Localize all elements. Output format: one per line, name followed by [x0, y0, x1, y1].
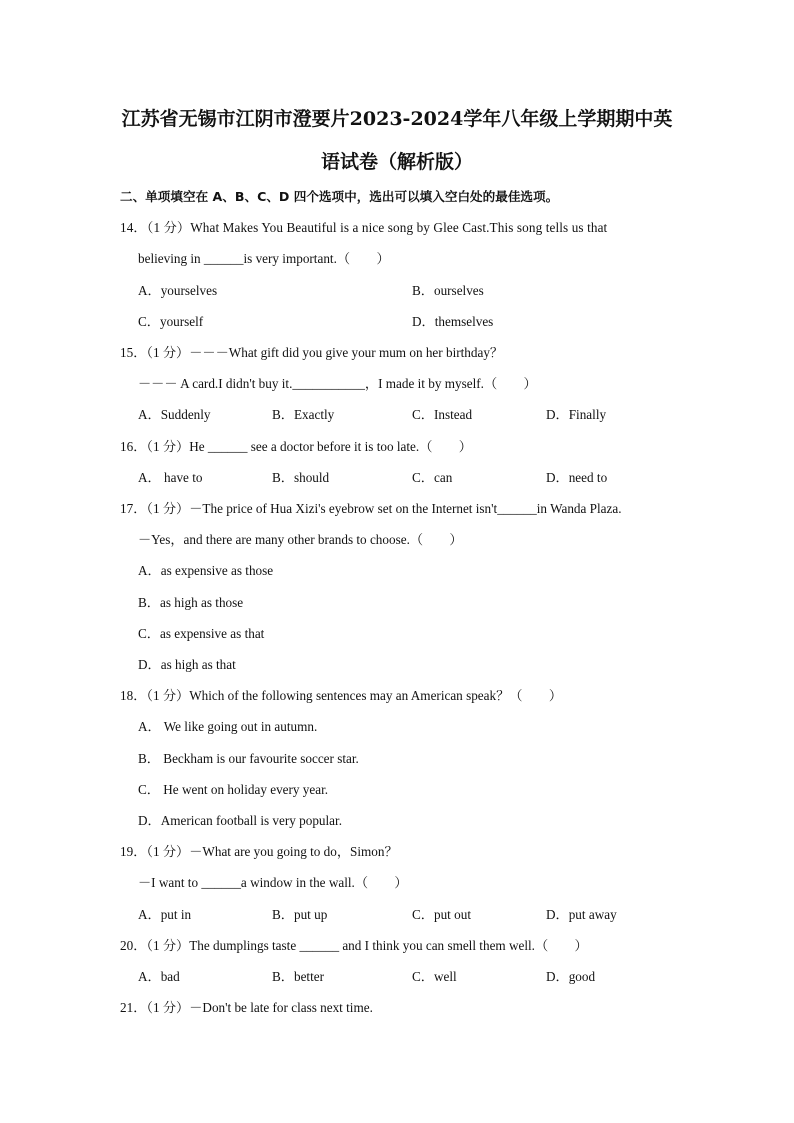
question-20-option-c[interactable]: C．well — [412, 969, 457, 984]
question-15-option-c[interactable]: C．Instead — [412, 407, 473, 422]
question-16-option-c[interactable]: C．can — [412, 470, 453, 485]
question-17-line-2: －Yes，and there are many other brands to choose.（ ） — [138, 532, 463, 547]
question-20-line-1: 20．（1 分）The dumplings taste ______ and I think you can smell them well.（ ） — [120, 938, 588, 953]
question-20-option-a[interactable]: A．bad — [138, 969, 180, 984]
question-16-option-d[interactable]: D．need to — [546, 470, 608, 485]
question-16-line-1: 16．（1 分）He ______ see a doctor before it is too late.（ ） — [120, 439, 472, 454]
question-18-option-d[interactable]: D．American football is very popular. — [138, 813, 342, 828]
question-17-option-b[interactable]: B．as high as those — [138, 595, 244, 610]
question-19-option-a[interactable]: A．put in — [138, 907, 192, 922]
question-19-option-d[interactable]: D．put away — [546, 907, 617, 922]
question-14-option-a[interactable]: A．yourselves — [138, 283, 218, 298]
question-15-line-1: 15．（1 分）－－－What gift did you give your mum on her birthday？ — [120, 345, 504, 360]
question-14-line-1: 14．（1 分）What Makes You Beautiful is a nice song by Glee Cast.This song tells us that — [120, 220, 608, 235]
question-17-line-1: 17．（1 分）－The price of Hua Xizi's eyebrow set on the Internet isn't______in Wanda Plaza. — [120, 501, 622, 516]
question-15-line-2: －－－ A card.I didn't buy it.___________，I made it by myself.（ ） — [138, 376, 537, 391]
question-14-option-b[interactable]: B．ourselves — [412, 283, 484, 298]
question-20-option-d[interactable]: D．good — [546, 969, 596, 984]
question-14-line-2: believing in ______is very important.（ ） — [138, 251, 390, 266]
question-16-option-b[interactable]: B．should — [272, 470, 330, 485]
document-title-line-1: 江苏省无锡市江阴市澄要片2023-2024学年八年级上学期期中英 — [121, 108, 673, 130]
question-14-option-c[interactable]: C．yourself — [138, 314, 204, 329]
question-14-text — [120, 217, 674, 236]
question-14-option-d[interactable]: D．themselves — [412, 314, 494, 329]
question-15-option-a[interactable]: A．Suddenly — [138, 407, 211, 422]
question-20-option-b[interactable]: B．better — [272, 969, 325, 984]
document-title-line-2: 语试卷（解析版） — [320, 151, 473, 173]
question-18-option-a[interactable]: A． We like going out in autumn. — [138, 719, 318, 734]
question-17-option-c[interactable]: C．as expensive as that — [138, 626, 265, 641]
question-17-option-a[interactable]: A．as expensive as those — [138, 563, 274, 578]
question-18-option-b[interactable]: B． Beckham is our favourite soccer star. — [138, 751, 359, 766]
question-15-option-d[interactable]: D．Finally — [546, 407, 607, 422]
question-21-line-1: 21．（1 分）－Don't be late for class next time. — [120, 1000, 373, 1015]
question-19-line-2: －I want to ______a window in the wall.（ ） — [138, 875, 408, 890]
question-19-option-b[interactable]: B．put up — [272, 907, 328, 922]
question-18-line-1: 18．（1 分）Which of the following sentences may an American speak？（ ） — [120, 688, 563, 703]
question-16-option-a[interactable]: A． have to — [138, 470, 203, 485]
question-15-option-b[interactable]: B．Exactly — [272, 407, 335, 422]
question-19-line-1: 19．（1 分）－What are you going to do，Simon？ — [120, 844, 398, 859]
section-heading: 二、单项填空在 A、B、C、D 四个选项中，选出可以填入空白处的最佳选项。 — [120, 189, 559, 204]
question-19-option-c[interactable]: C．put out — [412, 907, 471, 922]
question-18-option-c[interactable]: C． He went on holiday every year. — [138, 782, 329, 797]
question-17-option-d[interactable]: D．as high as that — [138, 657, 236, 672]
